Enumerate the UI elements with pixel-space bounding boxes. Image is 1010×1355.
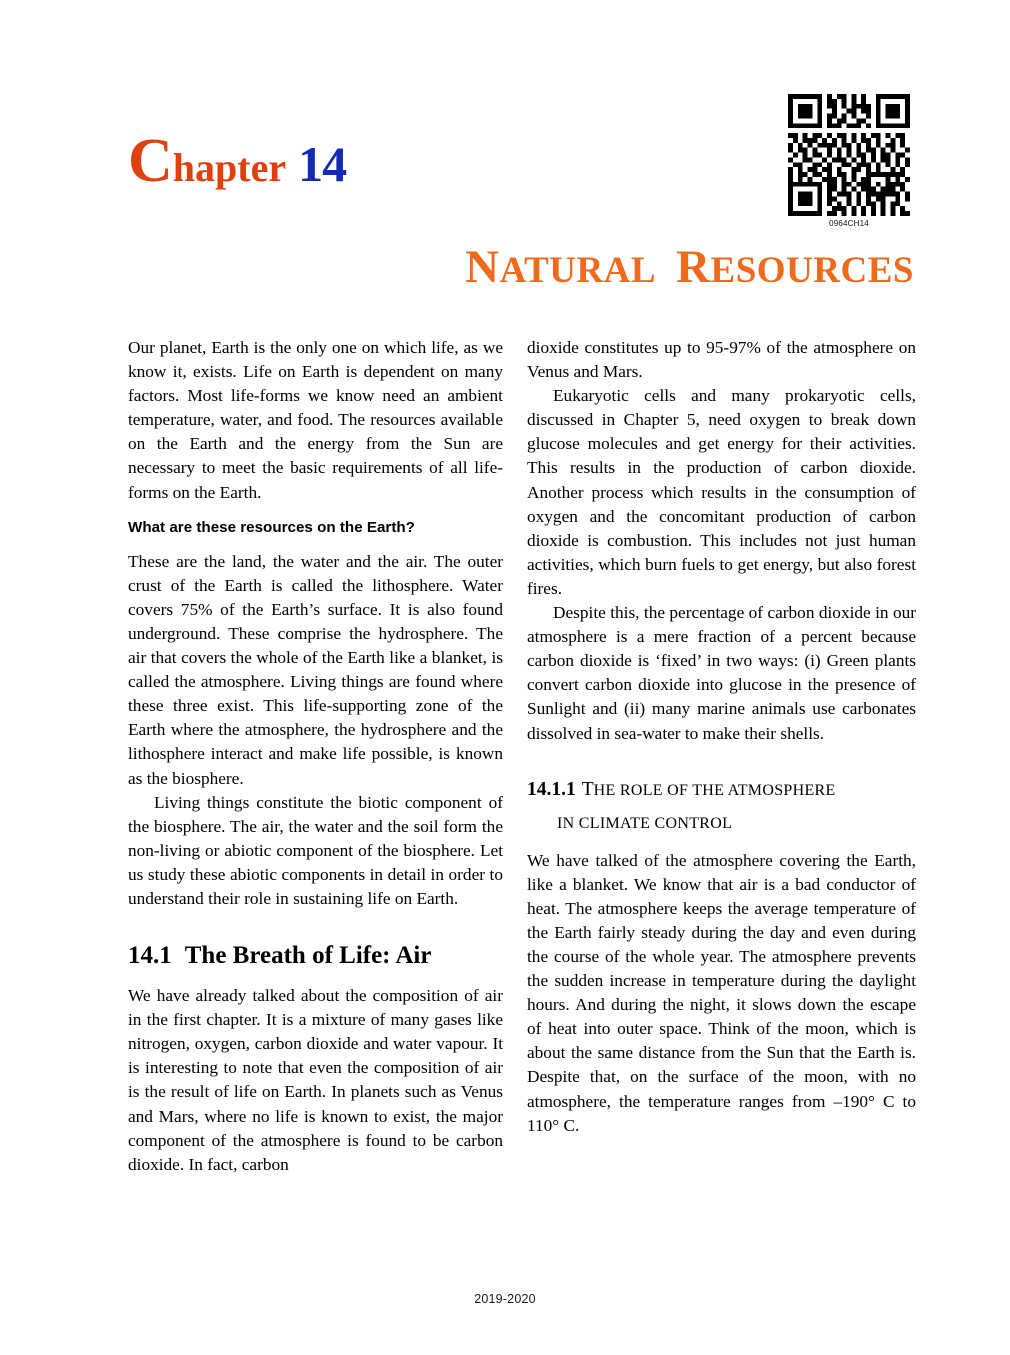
inline-question: What are these resources on the Earth? (128, 518, 415, 536)
subsection-heading (527, 776, 916, 837)
chapter-word-capital: C (128, 127, 173, 195)
paragraph: Our planet, Earth is the only one on which life, as we know it, exists. Life on Earth is dependent on many factors. Most life-forms we know need an ambient temperature, water, and food. The resources available on the Earth and the energy from the Sun are necessary to meet the basic requirements of all life-forms on the Earth. (128, 338, 503, 502)
section-heading-number: 14.1 (128, 942, 172, 970)
paragraph: Eukaryotic cells and many prokaryotic cells, discussed in Chapter 5, need oxygen to break down glucose molecules and get energy for their activities. This results in the production of carbon dioxide. Another process which results in the consumption of oxygen and the concomitant production of carbon dioxide is combustion. This includes not just human activities, which burn fuels to get energy, but also forest fires. (527, 386, 916, 598)
qr-block (786, 94, 912, 228)
qr-code-icon (788, 94, 910, 216)
title-word2-capital: R (676, 241, 711, 293)
chapter-word (128, 127, 287, 195)
title-word1-capital: N (465, 241, 500, 293)
page-footer: 2019-2020 (474, 1292, 536, 1306)
left-column (128, 336, 503, 1177)
section-heading-text: The Breath of Life: Air (184, 942, 432, 970)
qr-caption: 0964CH14 (829, 219, 869, 228)
subsection-heading-line1: HE ROLE OF THE ATMOSPHERE (593, 781, 836, 799)
title-word2-rest: ESOURCES (710, 250, 914, 291)
chapter-label (128, 127, 347, 195)
subsection-heading-number: 14.1.1 (527, 778, 576, 800)
subsection-heading-line2: IN CLIMATE CONTROL (557, 814, 733, 832)
chapter-word-rest: hapter (172, 145, 287, 190)
paragraph: We have already talked about the composition of air in the first chapter. It is a mixture of many gases like nitrogen, oxygen, carbon dioxide and water vapour. It is interesting to note that even the composition of air is the result of life on Earth. In planets such as Venus and Mars, where no life is known to exist, the major component of the atmosphere is found to be carbon dioxide. In fact, carbon (128, 986, 503, 1174)
paragraph: Despite this, the percentage of carbon dioxide in our atmosphere is a mere fraction of a percent because carbon dioxide is ‘fixed’ in two ways: (i) Green plants convert carbon dioxide into glucose in the presence of Sunlight and (ii) many marine animals use carbonates dissolved in sea-water to make their shells. (527, 603, 916, 743)
right-column (527, 336, 916, 1138)
title-word1-rest: ATURAL (499, 250, 657, 291)
section-heading (128, 941, 503, 971)
page-title (465, 240, 914, 294)
paragraph: These are the land, the water and the air. The outer crust of the Earth is called the lithosphere. Water covers 75% of the Earth’s surface. It is also found underground. These comprise the hydrosphere. The air that covers the whole of the Earth like a blanket, is called the atmosphere. Living things are found where these three exist. This life-supporting zone of the Earth where the atmosphere, the hydrosphere and the lithosphere interact and make life possible, is known as the biosphere. (128, 551, 503, 788)
subsection-heading-cap: T (581, 778, 594, 800)
paragraph: Living things constitute the biotic component of the biosphere. The air, the water and the soil form the non-living or abiotic component of the biosphere. Let us study these abiotic components in detail in order to understand their role in sustaining life on Earth. (128, 792, 503, 908)
page-header (0, 0, 1010, 320)
chapter-number: 14 (298, 136, 347, 192)
paragraph: dioxide constitutes up to 95-97% of the atmosphere on Venus and Mars. (527, 338, 916, 382)
paragraph: We have talked of the atmosphere covering the Earth, like a blanket. We know that air is a bad conductor of heat. The atmosphere keeps the average temperature of the Earth fairly steady during the day and even during the course of the whole year. The atmosphere prevents the sudden increase in temperature during the daylight hours. And during the night, it slows down the escape of heat into outer space. Think of the moon, which is about the same distance from the Sun that the Earth is. Despite that, on the surface of the moon, with no atmosphere, the temperature ranges from –190° C to 110° C. (527, 850, 916, 1135)
